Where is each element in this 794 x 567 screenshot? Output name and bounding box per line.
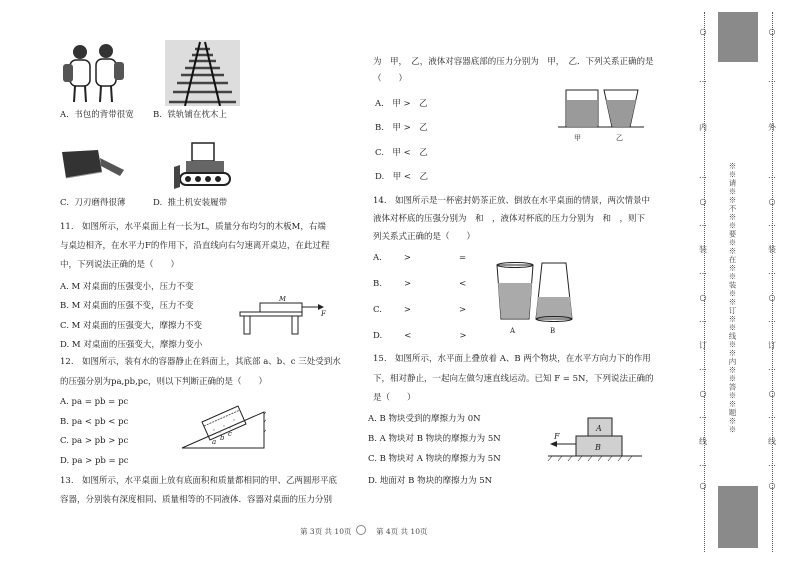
q13-option-d[interactable]: D. 甲 < 乙 xyxy=(375,172,429,182)
outer-binding-markers: ○ … 内 … ○ … 装 … ○ … 订 … ○ … 线 … ○ xyxy=(699,27,707,490)
q12-option-d[interactable]: D. pa > pb = pc xyxy=(60,456,129,466)
q15-option-c[interactable]: C. B 物块对 A 物块的摩擦力为 5N xyxy=(368,454,501,464)
q14-line-1: 14. 如图所示是一杯密封奶茶正放、倒放在水平桌面的情景，两次情景中 xyxy=(373,196,651,206)
option-b-label: B. 铁轨铺在枕木上 xyxy=(153,110,227,120)
q15-line-3: 是（ ） xyxy=(373,393,416,403)
option-a-label: A. 书包的背带很宽 xyxy=(60,110,134,120)
q15-fig-f: F xyxy=(554,432,560,441)
q13-cont-line: 为 甲， 乙，液体对容器底部的压力分别为 甲， 乙．下列关系正确的是 xyxy=(373,57,654,67)
q15-fig-a: A xyxy=(596,424,602,433)
page-center-circle-icon xyxy=(356,525,366,535)
right-page-footer: 第 4页 共 10页 xyxy=(376,527,428,536)
q15-option-b[interactable]: B. A 物块对 B 物块的摩擦力为 5N xyxy=(368,434,501,444)
q11-line-1: 11. 如图所示，水平桌面上有一长为L，质量分布均匀的木板M，右端 xyxy=(60,222,326,232)
q15-line-2: 下，相对静止，一起向左做匀速直线运动。已知 F = 5N，下列说法正确的 xyxy=(373,374,654,384)
q15-stacked-blocks-figure xyxy=(546,414,646,464)
q11-fig-f: F xyxy=(321,310,326,318)
q12-line-1: 12. 如图所示，装有水的容器静止在斜面上，其底部 a、b、c 三处受到水 xyxy=(60,357,341,367)
q13-cont-line-2: （ ） xyxy=(373,74,408,84)
q12-option-c[interactable]: C. pa > pb > pc xyxy=(60,436,129,446)
q11-option-a[interactable]: A. M 对桌面的压强变小，压力不变 xyxy=(60,282,194,292)
q14-line-3: 列关系式正确的是（ ） xyxy=(373,232,476,242)
q13-option-b[interactable]: B. 甲 > 乙 xyxy=(375,123,428,133)
q13-line-1: 13. 如图所示，水平桌面上放有底面积和质量都相同的甲、乙两圆形平底 xyxy=(60,476,338,486)
q12-option-b[interactable]: B. pa < pb < pc xyxy=(60,417,129,427)
q12-container-slope-figure xyxy=(180,392,266,452)
q15-line-1: 15. 如图所示，水平面上叠放着 A、B 两个物块，在水平方向力下的作用 xyxy=(373,354,651,364)
q14-fig-b: B xyxy=(550,327,556,335)
q11-board-table-figure xyxy=(238,296,328,336)
q12-fig-b: b xyxy=(220,434,225,442)
q11-fig-m: M xyxy=(279,296,287,303)
cleaver-knife-image xyxy=(58,146,128,190)
q14-line-2: 液体对杯底的压强分别为 和 ，液体对杯底的压力分别为 和 ，则下 xyxy=(373,214,646,224)
q13-containers-figure xyxy=(558,84,644,146)
q15-option-d[interactable]: D. 地面对 B 物块的摩擦力为 5N xyxy=(368,476,493,486)
q13-option-c[interactable]: C. 甲 < 乙 xyxy=(375,148,428,158)
q14-option-d[interactable]: D. < > xyxy=(373,331,467,341)
q13-fig-jia: 甲 xyxy=(574,134,581,142)
q12-line-2: 的压强分别为pa,pb,pc，则以下判断正确的是（ ） xyxy=(60,377,267,387)
q11-line-3: 中，下列说法正确的是（ ） xyxy=(60,260,180,270)
q14-option-a[interactable]: A. > = xyxy=(373,253,467,263)
q11-option-c[interactable]: C. M 对桌面的压强变大，摩擦力不变 xyxy=(60,321,203,331)
left-page-footer: 第 3页 共 10页 xyxy=(300,527,352,536)
q13-line-2: 容器，分别装有深度相同、质量相等的不同液体．容器对桌面的压力分别 xyxy=(60,495,333,505)
q13-option-a[interactable]: A. 甲 > 乙 xyxy=(375,99,428,109)
q11-option-d[interactable]: D. M 对桌面的压强变大，摩擦力变小 xyxy=(60,340,203,350)
binding-top-grey-bar xyxy=(718,12,758,62)
q14-option-c[interactable]: C. > > xyxy=(373,305,467,315)
q14-option-b[interactable]: B. > < xyxy=(373,279,467,289)
q11-line-2: 与桌边相齐，在水平力F的作用下，沿直线向右匀速离开桌边，在此过程 xyxy=(60,241,330,251)
q11-option-b[interactable]: B. M 对桌面的压强不变，压力不变 xyxy=(60,301,194,311)
inner-binding-markers: ○ … 外 … ○ … 装 … ○ … 订 … ○ … 线 … ○ xyxy=(768,27,776,490)
option-d-label: D. 推土机安装履带 xyxy=(153,198,228,208)
railway-track-image xyxy=(165,40,240,106)
bulldozer-image xyxy=(172,137,238,193)
q12-option-a[interactable]: A. pa = pb = pc xyxy=(60,397,129,407)
binding-warning-text: ※※请※※不※※要※※在※※装※※订※※线※※内※※答※※题※※ xyxy=(728,162,737,434)
q12-fig-c: c xyxy=(228,430,232,438)
q12-fig-a: a xyxy=(212,438,217,446)
q14-milk-tea-cups-figure xyxy=(492,257,578,337)
binding-bottom-grey-bar xyxy=(718,486,758,548)
option-c-label: C. 刀刃磨得很薄 xyxy=(60,198,126,208)
q14-fig-a: A xyxy=(510,327,516,335)
q13-fig-yi: 乙 xyxy=(616,134,623,142)
q15-option-a[interactable]: A. B 物块受到的摩擦力为 0N xyxy=(368,414,481,424)
q15-fig-b: B xyxy=(595,443,601,452)
backpack-students-image xyxy=(60,42,130,104)
